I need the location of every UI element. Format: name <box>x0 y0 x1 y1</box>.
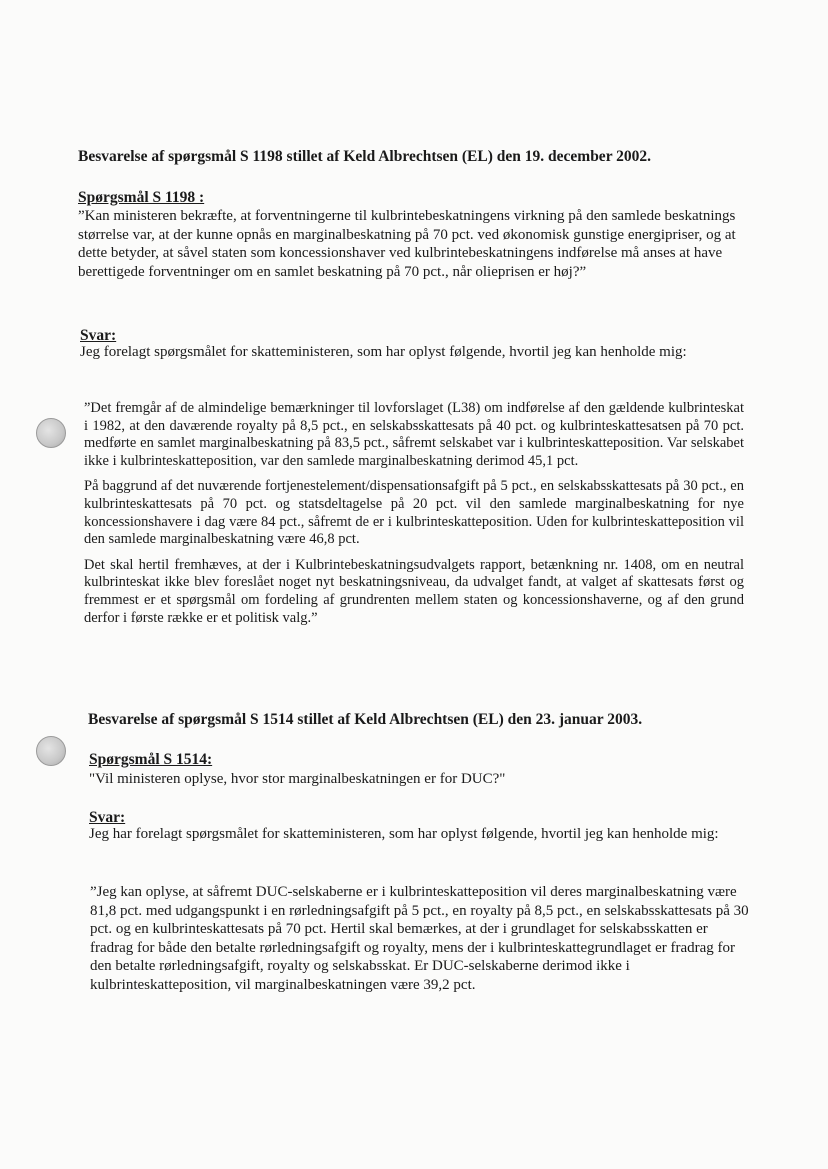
quote-paragraph-3: Det skal hertil fremhæves, at der i Kulbrintebeskatningsudvalgets rapport, betænkning nr. 1408, om en neutral kulbrinteskat ikke blev foreslået noget nyt beskatningsniveau, da udvalget fandt, at valget af skattesats først og fremmest er et spørgsmål om fordeling af grundrenten mellem staten og koncessionshaverne, og af den grund derfor i første række er et politisk valg.” <box>84 556 744 626</box>
section1-answer-quote <box>84 400 744 627</box>
section2-answer-label: Svar: <box>89 809 126 826</box>
section1-answer-label: Svar: <box>80 327 117 344</box>
section1-question-text: ”Kan ministeren bekræfte, at forventningerne til kulbrintebeskatningens virkning på den samlede beskatnings størrelse var, at der kunne opnås en marginalbeskatning på 70 pct. ved økonomisk gunstige energipriser, og at dette betyder, at såvel staten som koncessionshaver ved kulbrintebeskatningens indførelse må anses at have berettigede forventninger om en samlet beskatning på 70 pct., når olieprisen er høj?” <box>78 208 736 280</box>
section2-heading: Besvarelse af spørgsmål S 1514 stillet af Keld Albrechtsen (EL) den 23. januar 2003. <box>88 711 643 728</box>
quote-paragraph-1: ”Det fremgår af de almindelige bemærkninger til lovforslaget (L38) om indførelse af den gældende kulbrinteskat i 1982, at den daværende royalty på 8,5 pct., en selskabsskattesats på 40 pct. og kulbrinteskattesatsen på 70 pct. medførte en samlet marginalbeskatning på 83,5 pct., såfremt selskabet var i kulbrinteskatteposition. Var selskabet ikke i kulbrinteskatteposition, var den samlede marginalbeskatning derimod 45,1 pct. <box>84 400 744 469</box>
section2-question-text: "Vil ministeren oplyse, hvor stor marginalbeskatningen er for DUC?" <box>89 771 506 787</box>
punch-hole-1 <box>36 418 66 448</box>
quote-paragraph-4: ”Jeg kan oplyse, at såfremt DUC-selskaberne er i kulbrinteskatteposition vil deres marginalbeskatning være 81,8 pct. med udgangspunkt i en rørledningsafgift på 5 pct., en royalty på 8,5 pct., en selskabsskattesats på 30 pct. og en kulbrinteskattesats på 70 pct. Hertil skal bemærkes, at der i grundlaget for selskabsskatten er fradrag for både den betalte rørledningsafgift og royalty, mens der i kulbrinteskattegrundlaget er fradrag for den betalte rørledningsafgift, royalty og selskabsskat. Er DUC-selskaberne derimod ikke i kulbrinteskatteposition, vil marginalbeskatningen være 39,2 pct. <box>90 884 749 993</box>
section2-answer-intro: Jeg har forelagt spørgsmålet for skatteministeren, som har oplyst følgende, hvortil jeg kan henholde mig: <box>89 826 719 842</box>
punch-hole-2 <box>36 736 66 766</box>
section2-question-label: Spørgsmål S 1514: <box>89 751 213 768</box>
section2-answer-quote <box>90 883 750 995</box>
quote-paragraph-2: På baggrund af det nuværende fortjenestelement/dispensationsafgift på 5 pct., en selskabsskattesats på 30 pct., en kulbrinteskattesats på 70 pct. og statsdeltagelse på 20 pct. vil den samlede marginalbeskatning for nye koncessionshavere i dag være 84 pct., såfremt de er i kulbrinteskatteposition. Uden for kulbrinteskatteposition vil den samlede marginalbeskatning være 46,8 pct. <box>84 478 744 548</box>
section1-question-label: Spørgsmål S 1198 : <box>78 189 205 206</box>
section1-heading: Besvarelse af spørgsmål S 1198 stillet af Keld Albrechtsen (EL) den 19. december 2002. <box>78 148 652 165</box>
section1-answer-intro: Jeg forelagt spørgsmålet for skatteministeren, som har oplyst følgende, hvortil jeg kan henholde mig: <box>80 344 687 360</box>
